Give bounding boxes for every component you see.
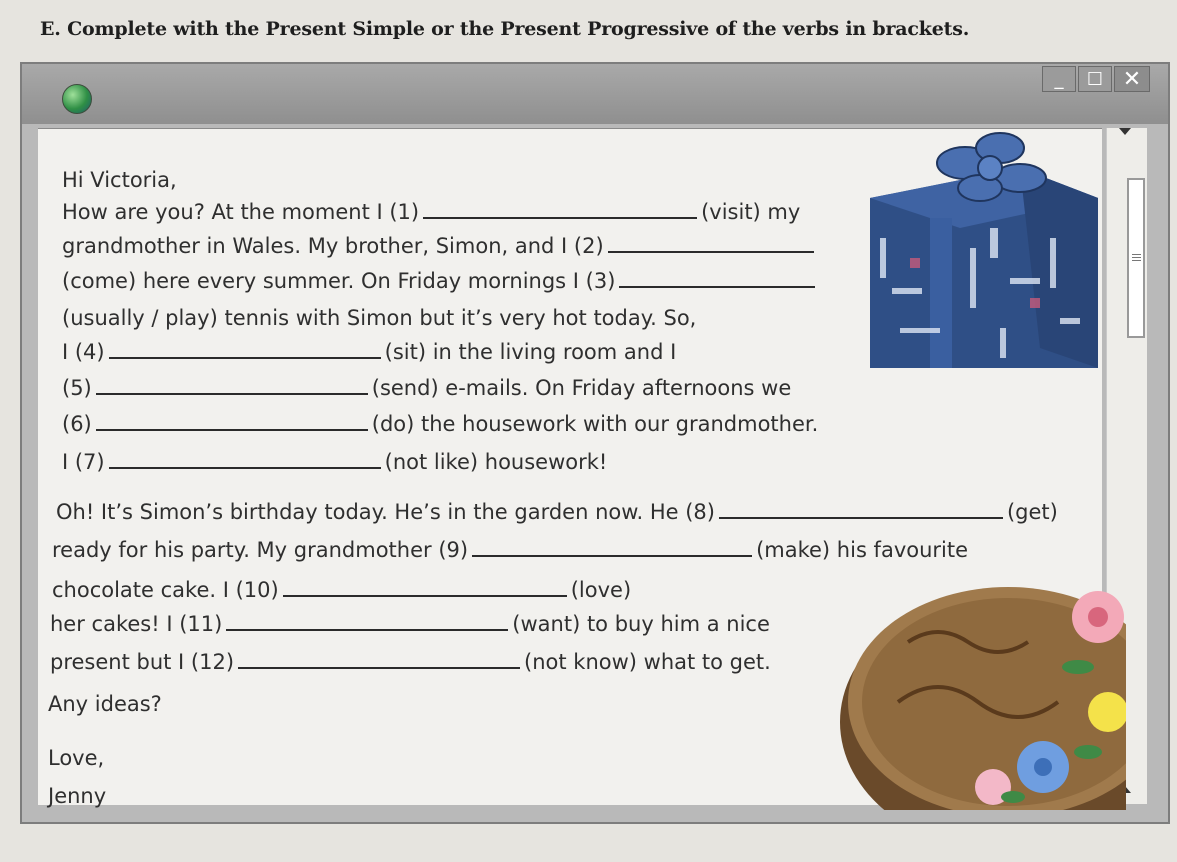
letter-closing: Love, bbox=[48, 746, 105, 770]
maximize-button[interactable]: ☐ bbox=[1078, 66, 1112, 92]
text: (not like) housework! bbox=[384, 450, 608, 474]
text: (get) bbox=[1006, 500, 1058, 524]
letter-line-14: Any ideas? bbox=[48, 692, 162, 716]
letter-line-11 bbox=[52, 578, 631, 602]
blank-4[interactable] bbox=[109, 356, 381, 359]
window-controls bbox=[1042, 66, 1150, 92]
text: (not know) what to get. bbox=[524, 650, 771, 674]
text: I (4) bbox=[62, 340, 105, 364]
text: (come) here every summer. On Friday mornings I (3) bbox=[62, 269, 616, 293]
letter-line-4: (usually / play) tennis with Simon but it’s very hot today. So, bbox=[62, 306, 697, 330]
text: (5) bbox=[62, 376, 92, 400]
scroll-thumb[interactable] bbox=[1127, 178, 1145, 338]
text: (6) bbox=[62, 412, 92, 436]
letter-line-1 bbox=[62, 200, 800, 224]
letter-line-7 bbox=[62, 412, 818, 436]
globe-icon bbox=[62, 84, 92, 114]
scroll-up-arrow-icon[interactable] bbox=[1119, 128, 1131, 135]
letter-signature: Jenny bbox=[48, 784, 107, 808]
letter-line-5 bbox=[62, 340, 676, 364]
birthday-gift-icon bbox=[870, 128, 1098, 368]
blank-2[interactable] bbox=[608, 250, 814, 253]
letter-greeting: Hi Victoria, bbox=[62, 168, 177, 192]
blank-10[interactable] bbox=[283, 594, 567, 597]
text: present but I (12) bbox=[50, 650, 235, 674]
text: Oh! It’s Simon’s birthday today. He’s in the garden now. He (8) bbox=[56, 500, 715, 524]
close-button[interactable]: ✕ bbox=[1114, 66, 1150, 92]
blank-6[interactable] bbox=[96, 428, 368, 431]
exercise-instruction: E. Complete with the Present Simple or the Present Progressive of the verbs in brackets. bbox=[40, 18, 970, 40]
blank-11[interactable] bbox=[226, 628, 508, 631]
window-titlebar bbox=[22, 64, 1168, 124]
text: ready for his party. My grandmother (9) bbox=[52, 538, 469, 562]
text: grandmother in Wales. My brother, Simon, and I (2) bbox=[62, 234, 604, 258]
blank-3[interactable] bbox=[619, 285, 815, 288]
letter-line-6 bbox=[62, 376, 791, 400]
text: (send) e-mails. On Friday afternoons we bbox=[371, 376, 792, 400]
letter-line-2 bbox=[62, 234, 818, 258]
text: her cakes! I (11) bbox=[50, 612, 223, 636]
blank-12[interactable] bbox=[238, 666, 520, 669]
blank-1[interactable] bbox=[423, 216, 697, 219]
letter-line-13 bbox=[50, 650, 771, 674]
grip-icon bbox=[1132, 254, 1141, 263]
text: (visit) my bbox=[701, 200, 801, 224]
letter-line-9 bbox=[56, 500, 1058, 524]
text: (want) to buy him a nice bbox=[512, 612, 770, 636]
blank-9[interactable] bbox=[472, 554, 752, 557]
text: (do) the housework with our grandmother. bbox=[371, 412, 819, 436]
letter-line-10 bbox=[52, 538, 968, 562]
blank-8[interactable] bbox=[719, 516, 1003, 519]
text: I (7) bbox=[62, 450, 105, 474]
blank-7[interactable] bbox=[109, 466, 381, 469]
letter-line-3 bbox=[62, 269, 819, 293]
text: (make) his favourite bbox=[756, 538, 969, 562]
text: chocolate cake. I (10) bbox=[52, 578, 279, 602]
birthday-cake-icon bbox=[838, 572, 1126, 810]
text: (sit) in the living room and I bbox=[384, 340, 677, 364]
text: (love) bbox=[570, 578, 632, 602]
minimize-button[interactable]: _ bbox=[1042, 66, 1076, 92]
blank-5[interactable] bbox=[96, 392, 368, 395]
letter-line-8 bbox=[62, 450, 607, 474]
text: How are you? At the moment I (1) bbox=[62, 200, 420, 224]
letter-line-12 bbox=[50, 612, 770, 636]
